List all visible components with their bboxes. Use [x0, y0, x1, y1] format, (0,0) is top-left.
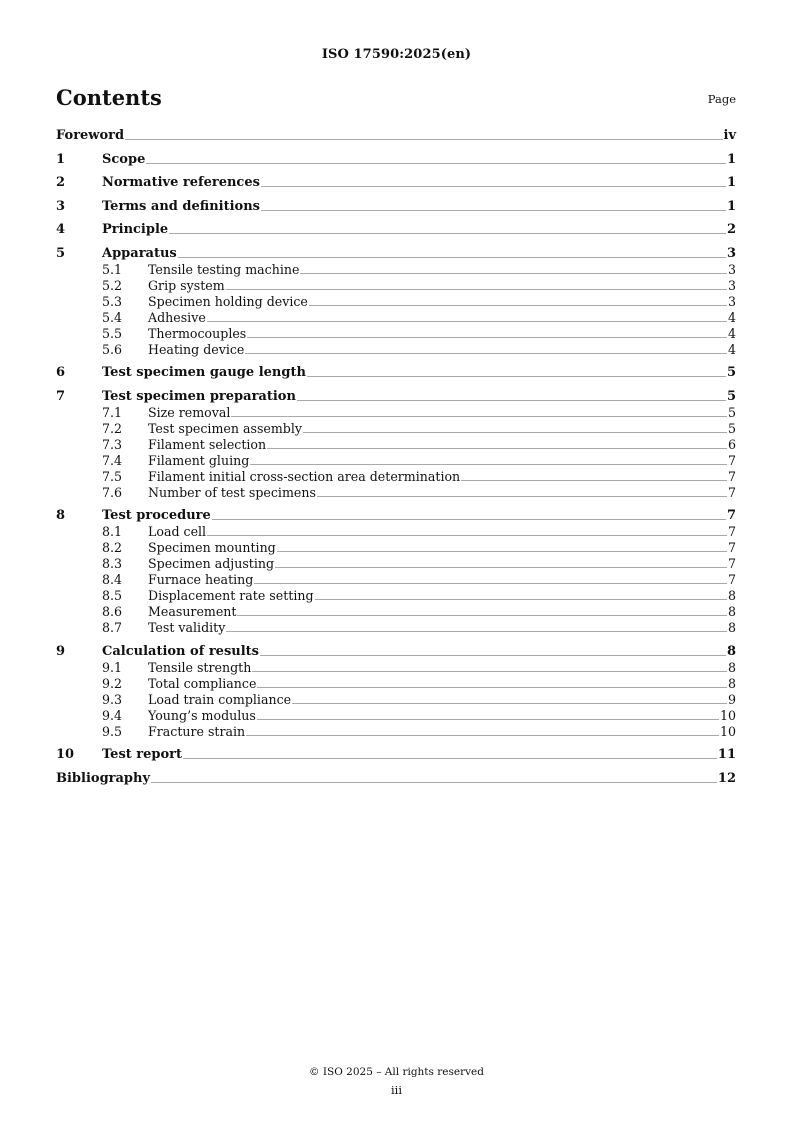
table-of-contents — [56, 128, 736, 787]
toc-entry-title: Total compliance — [148, 675, 257, 691]
toc-entry-page: 8 — [727, 620, 736, 635]
toc-entry[interactable] — [56, 660, 736, 676]
toc-entry-title: Filament initial cross-section area determination — [148, 468, 461, 484]
toc-entry-number: 9.5 — [102, 723, 123, 739]
dot-leader — [226, 288, 727, 291]
toc-entry-number: 8.6 — [102, 604, 123, 619]
toc-entry-number: 5 — [56, 245, 66, 261]
toc-entry-title: Specimen holding device — [148, 293, 308, 309]
toc-entry-title: Thermocouples — [148, 325, 247, 341]
toc-entry-title: Specimen adjusting — [148, 556, 275, 571]
toc-entry-title: Test specimen gauge length — [102, 365, 306, 380]
toc-entry[interactable] — [56, 508, 736, 524]
toc-entry-number: 8.5 — [102, 588, 123, 603]
toc-entry[interactable] — [56, 152, 736, 168]
toc-entry-page: 3 — [726, 245, 736, 261]
toc-entry-page: 7 — [727, 452, 736, 468]
dot-leader — [261, 185, 726, 188]
toc-entry-number: 7.2 — [102, 420, 123, 436]
toc-entry[interactable] — [56, 604, 736, 620]
toc-entry-title: Filament selection — [148, 436, 267, 452]
dot-leader — [212, 518, 726, 521]
toc-entry-page: 9 — [727, 691, 736, 707]
toc-entry-number: 5.4 — [102, 309, 123, 325]
toc-entry-number: 7.5 — [102, 468, 123, 484]
toc-entry-page: iv — [723, 128, 736, 143]
toc-entry-page: 6 — [727, 436, 736, 452]
toc-entry-title: Test validity — [148, 620, 226, 635]
toc-entry-page: 7 — [727, 572, 736, 587]
toc-entry-title: Apparatus — [102, 245, 177, 261]
toc-entry-title: Displacement rate setting — [148, 588, 314, 603]
toc-entry-title: Test specimen assembly — [148, 420, 303, 436]
footer-copyright: © ISO 2025 – All rights reserved — [309, 1066, 484, 1078]
toc-entry-number: 7.6 — [102, 484, 123, 500]
toc-entry-number: 4 — [56, 222, 66, 237]
toc-entry-page: 10 — [719, 723, 736, 739]
toc-entry-number: 8 — [56, 508, 66, 523]
toc-entry-number: 8.2 — [102, 540, 123, 555]
page-column-label: Page — [707, 92, 736, 106]
toc-entry-number: 7.1 — [102, 404, 123, 420]
toc-entry-page: 4 — [727, 309, 736, 325]
toc-entry-title: Specimen mounting — [148, 540, 276, 555]
toc-entry-page: 7 — [727, 484, 736, 500]
dot-leader — [252, 670, 727, 673]
dot-leader — [146, 162, 726, 165]
toc-entry-title: Measurement — [148, 604, 237, 619]
dot-leader — [183, 757, 717, 760]
toc-entry-page: 7 — [727, 556, 736, 571]
dot-leader — [275, 566, 727, 569]
dot-leader — [461, 479, 727, 482]
dot-leader — [309, 304, 727, 307]
toc-entry-title: Filament gluing — [148, 452, 250, 468]
dot-leader — [303, 431, 727, 434]
contents-title: Contents — [56, 85, 162, 110]
toc-entry[interactable] — [56, 644, 736, 660]
dot-leader — [261, 209, 726, 212]
dot-leader — [292, 702, 727, 705]
toc-entry-page: 2 — [726, 222, 736, 237]
dot-leader — [246, 734, 719, 737]
toc-entry-number: 5.6 — [102, 341, 123, 357]
toc-entry[interactable] — [56, 326, 736, 342]
toc-entry-page: 4 — [727, 325, 736, 341]
toc-entry-title: Load train compliance — [148, 691, 292, 707]
toc-entry-number: 2 — [56, 175, 66, 190]
dot-leader — [257, 718, 719, 721]
toc-entry-number: 7.4 — [102, 452, 123, 468]
toc-entry-title: Calculation of results — [102, 643, 259, 659]
toc-entry[interactable] — [56, 524, 736, 540]
toc-entry[interactable] — [56, 389, 736, 405]
toc-entry-number: 3 — [56, 198, 66, 214]
footer-page-number: iii — [390, 1083, 403, 1097]
toc-entry[interactable] — [56, 310, 736, 326]
toc-entry-title: Terms and definitions — [102, 198, 260, 214]
toc-entry-page: 5 — [726, 365, 736, 380]
toc-entry-page: 3 — [727, 293, 736, 309]
dot-leader — [178, 256, 726, 259]
toc-entry-page: 8 — [726, 643, 736, 659]
toc-entry-number: 8.7 — [102, 620, 123, 635]
toc-entry[interactable] — [56, 708, 736, 724]
toc-entry-number: 5.2 — [102, 277, 123, 293]
toc-entry-title: Tensile strength — [148, 659, 252, 675]
toc-entry-page: 7 — [726, 508, 736, 523]
toc-entry-number: 9.3 — [102, 691, 123, 707]
toc-entry-number: 9 — [56, 643, 66, 659]
toc-entry-number: 9.4 — [102, 707, 123, 723]
dot-leader — [151, 781, 717, 784]
toc-entry-page: 12 — [717, 770, 736, 786]
dot-leader — [297, 399, 726, 402]
toc-entry[interactable] — [56, 676, 736, 692]
toc-entry[interactable] — [56, 692, 736, 708]
dot-leader — [207, 320, 727, 323]
dot-leader — [231, 415, 727, 418]
toc-entry-title: Tensile testing machine — [148, 261, 300, 277]
toc-entry[interactable] — [56, 278, 736, 294]
dot-leader — [317, 495, 727, 498]
toc-entry-page: 8 — [727, 659, 736, 675]
toc-entry[interactable] — [56, 724, 736, 740]
toc-entry[interactable] — [56, 540, 736, 556]
toc-entry[interactable] — [56, 294, 736, 310]
toc-entry[interactable] — [56, 128, 736, 144]
toc-entry-page: 11 — [717, 747, 736, 762]
toc-entry-page: 5 — [727, 404, 736, 420]
toc-entry-title: Normative references — [102, 175, 260, 190]
dot-leader — [245, 352, 727, 355]
toc-entry-page: 8 — [727, 675, 736, 691]
dot-leader — [125, 138, 722, 141]
dot-leader — [267, 447, 727, 450]
toc-entry-page: 5 — [727, 420, 736, 436]
toc-entry-number: 7 — [56, 388, 66, 404]
dot-leader — [237, 614, 727, 617]
dot-leader — [226, 630, 727, 633]
toc-entry-title: Test report — [102, 747, 183, 762]
toc-entry-page: 1 — [726, 175, 736, 190]
toc-entry-number: 5.5 — [102, 325, 123, 341]
toc-entry-number: 9.1 — [102, 659, 123, 675]
toc-entry-page: 10 — [719, 707, 736, 723]
dot-leader — [260, 654, 726, 657]
toc-entry-number: 5.3 — [102, 293, 123, 309]
toc-entry[interactable] — [56, 620, 736, 636]
toc-entry[interactable] — [56, 771, 736, 787]
toc-entry-page: 7 — [727, 540, 736, 555]
toc-entry-title: Heating device — [148, 341, 245, 357]
dot-leader — [250, 463, 727, 466]
toc-entry-title: Load cell — [148, 524, 207, 539]
toc-entry-title: Young’s modulus — [148, 707, 256, 723]
toc-entry-page: 1 — [726, 151, 736, 167]
toc-entry[interactable] — [56, 342, 736, 358]
toc-entry-number: 1 — [56, 151, 66, 167]
document-header: ISO 17590:2025(en) — [321, 47, 472, 62]
toc-entry-number: 8.1 — [102, 524, 123, 539]
toc-entry[interactable] — [56, 421, 736, 437]
toc-entry-page: 8 — [727, 588, 736, 603]
dot-leader — [307, 375, 726, 378]
toc-entry[interactable] — [56, 588, 736, 604]
toc-entry-title: Test specimen preparation — [102, 388, 296, 404]
toc-entry-page: 5 — [726, 388, 736, 404]
toc-entry-title: Adhesive — [148, 309, 206, 325]
toc-entry[interactable] — [56, 572, 736, 588]
toc-entry-page: 3 — [727, 261, 736, 277]
toc-entry[interactable] — [56, 175, 736, 191]
toc-entry-title: Size removal — [148, 404, 231, 420]
dot-leader — [207, 534, 727, 537]
toc-entry-page: 4 — [727, 341, 736, 357]
dot-leader — [247, 336, 727, 339]
dot-leader — [257, 686, 727, 689]
toc-entry-number: 7.3 — [102, 436, 123, 452]
toc-entry[interactable] — [56, 556, 736, 572]
toc-entry-number: 8.4 — [102, 572, 123, 587]
dot-leader — [254, 582, 727, 585]
toc-entry-number: 8.3 — [102, 556, 123, 571]
toc-entry-number: 5.1 — [102, 261, 123, 277]
toc-entry[interactable] — [56, 747, 736, 763]
toc-entry-number: 6 — [56, 365, 66, 380]
toc-entry-title: Grip system — [148, 277, 225, 293]
toc-entry[interactable] — [56, 365, 736, 381]
dot-leader — [277, 550, 727, 553]
toc-entry[interactable] — [56, 437, 736, 453]
toc-entry[interactable] — [56, 453, 736, 469]
toc-entry-title: Bibliography — [56, 770, 151, 786]
toc-entry-page: 7 — [727, 524, 736, 539]
toc-entry-page: 3 — [727, 277, 736, 293]
toc-entry[interactable] — [56, 199, 736, 215]
dot-leader — [315, 598, 727, 601]
dot-leader — [300, 272, 727, 275]
toc-entry-title: Test procedure — [102, 508, 211, 523]
toc-entry-title: Foreword — [56, 128, 125, 143]
toc-entry[interactable] — [56, 485, 736, 501]
toc-entry-title: Principle — [102, 222, 169, 237]
toc-entry-title: Fracture strain — [148, 723, 246, 739]
toc-entry-number: 10 — [56, 747, 75, 762]
dot-leader — [169, 232, 726, 235]
toc-entry[interactable] — [56, 405, 736, 421]
toc-entry-title: Number of test specimens — [148, 484, 316, 500]
toc-entry[interactable] — [56, 222, 736, 238]
toc-entry-title: Furnace heating — [148, 572, 254, 587]
toc-entry-number: 9.2 — [102, 675, 123, 691]
toc-entry-page: 1 — [726, 198, 736, 214]
toc-entry[interactable] — [56, 246, 736, 262]
toc-entry-page: 8 — [727, 604, 736, 619]
toc-entry[interactable] — [56, 262, 736, 278]
toc-entry[interactable] — [56, 469, 736, 485]
toc-entry-title: Scope — [102, 151, 146, 167]
toc-entry-page: 7 — [727, 468, 736, 484]
